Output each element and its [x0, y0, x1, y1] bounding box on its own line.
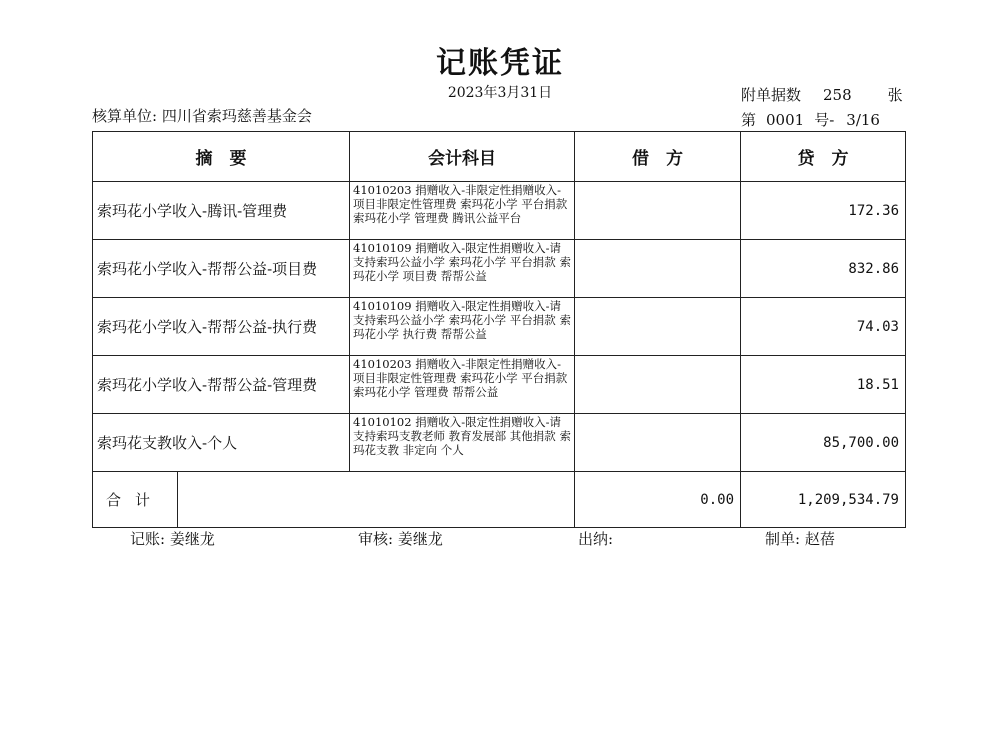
row-account: 41010109 捐赠收入-限定性捐赠收入-请支持索玛公益小学 索玛花小学 平台捐款 索玛花小学 项目费 帮帮公益: [350, 240, 575, 298]
footer-preparer: 制单: 赵蓓: [765, 530, 835, 548]
row-debit: [575, 414, 741, 472]
table-row: [93, 240, 906, 298]
table-row: [93, 414, 906, 472]
row-debit: [575, 182, 741, 240]
header-account: 会计科目: [350, 132, 575, 182]
row-summary: 索玛花小学收入-帮帮公益-管理费: [93, 356, 350, 414]
total-debit: 0.00: [575, 472, 741, 528]
row-credit: 85,700.00: [741, 414, 906, 472]
voucher-number-value: 0001: [766, 111, 805, 129]
voucher-page: 3/16: [846, 111, 880, 129]
row-credit: 18.51: [741, 356, 906, 414]
header-credit: 贷 方: [741, 132, 906, 182]
row-account: 41010102 捐赠收入-限定性捐赠收入-请支持索玛支教老师 教育发展部 其他捐款 索玛花支教 非定向 个人: [350, 414, 575, 472]
accounting-unit-value: 四川省索玛慈善基金会: [161, 107, 312, 125]
attachments-unit: 张: [887, 86, 903, 104]
accounting-unit-label: 核算单位:: [92, 107, 158, 125]
footer-cashier: 出纳:: [578, 530, 614, 548]
voucher-table: [92, 131, 906, 528]
attachments-value: 258: [823, 86, 852, 104]
row-account: 41010203 捐赠收入-非限定性捐赠收入-项目非限定性管理费 索玛花小学 平台捐款 索玛花小学 管理费 帮帮公益: [350, 356, 575, 414]
row-summary: 索玛花小学收入-帮帮公益-执行费: [93, 298, 350, 356]
total-credit: 1,209,534.79: [741, 472, 906, 528]
row-debit: [575, 298, 741, 356]
total-row: [93, 472, 906, 528]
footer-bookkeeper: 记账: 姜继龙: [130, 530, 215, 548]
row-credit: 832.86: [741, 240, 906, 298]
row-account: 41010203 捐赠收入-非限定性捐赠收入-项目非限定性管理费 索玛花小学 平台捐款 索玛花小学 管理费 腾讯公益平台: [350, 182, 575, 240]
total-blank: [178, 472, 575, 528]
row-credit: 74.03: [741, 298, 906, 356]
row-account: 41010109 捐赠收入-限定性捐赠收入-请支持索玛公益小学 索玛花小学 平台捐款 索玛花小学 执行费 帮帮公益: [350, 298, 575, 356]
voucher-number: [741, 109, 880, 130]
row-debit: [575, 240, 741, 298]
table-row: [93, 182, 906, 240]
header-debit: 借 方: [575, 132, 741, 182]
table-row: [93, 298, 906, 356]
table-row: [93, 356, 906, 414]
row-credit: 172.36: [741, 182, 906, 240]
voucher-date: 2023年3月31日: [447, 85, 553, 101]
row-debit: [575, 356, 741, 414]
voucher-number-prefix: 第: [741, 111, 757, 129]
header-summary: 摘 要: [93, 132, 350, 182]
accounting-unit: [92, 105, 312, 126]
row-summary: 索玛花支教收入-个人: [93, 414, 350, 472]
voucher-number-suffix: 号-: [814, 111, 835, 129]
total-label: 合计: [93, 472, 178, 528]
row-summary: 索玛花小学收入-腾讯-管理费: [93, 182, 350, 240]
row-summary: 索玛花小学收入-帮帮公益-项目费: [93, 240, 350, 298]
header-row: [93, 132, 906, 182]
attachments-label: 附单据数: [741, 86, 802, 104]
footer-reviewer: 审核: 姜继龙: [358, 530, 443, 548]
attachments-count: [741, 84, 903, 105]
voucher-title: 记账凭证: [436, 46, 564, 81]
